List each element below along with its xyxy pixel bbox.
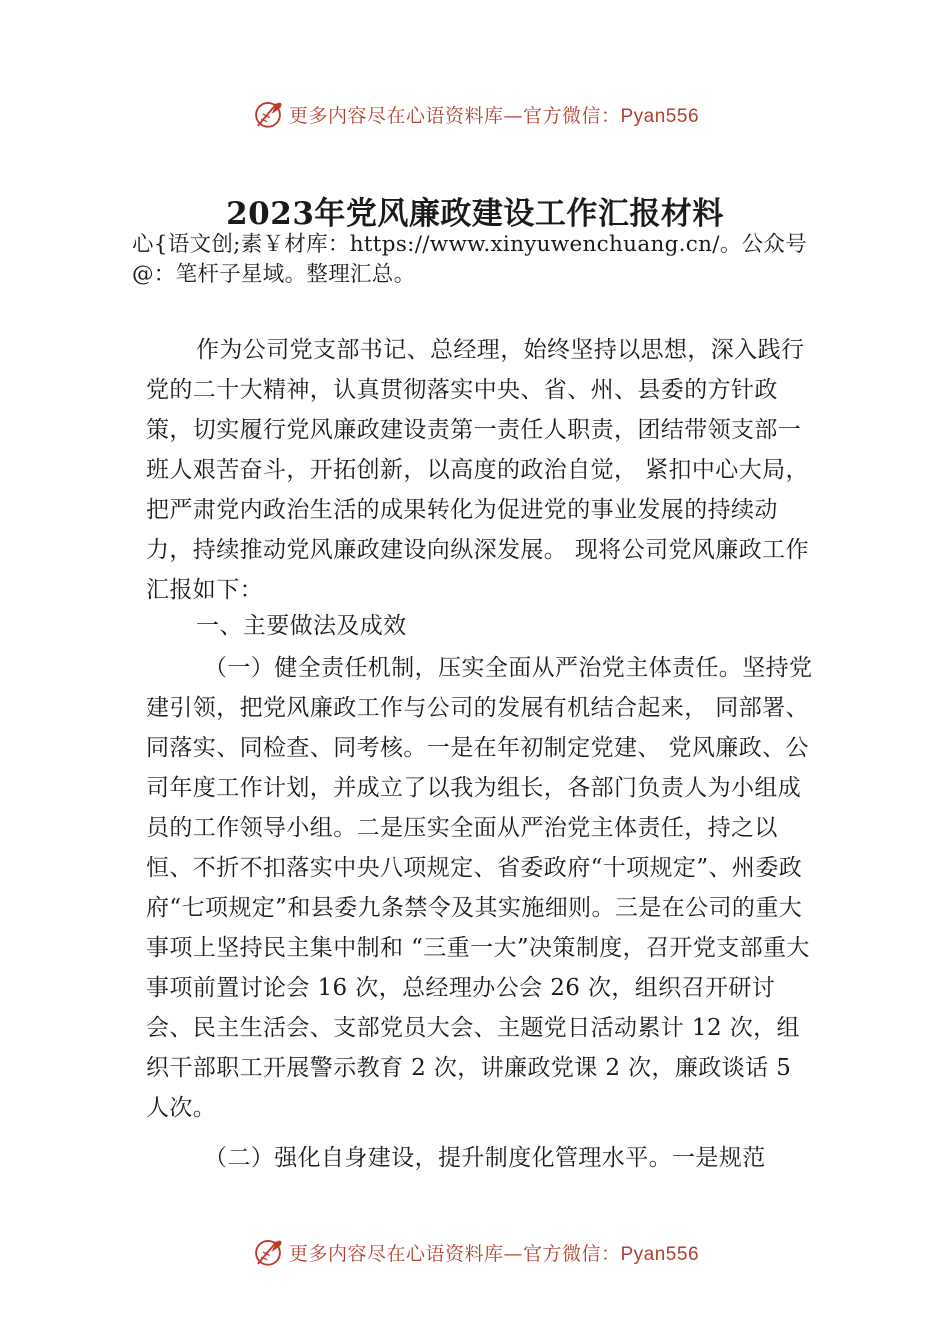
section-heading: 一、主要做法及成效 xyxy=(196,613,407,639)
document-title: 2023年党风廉政建设工作汇报材料 xyxy=(226,196,724,232)
header-watermark xyxy=(0,94,950,134)
watermark-label: 更多内容尽在心语资料库—官方微信： xyxy=(288,1242,621,1265)
paragraph-intro: 作为公司党支部书记、总经理，始终坚持以思想，深入践行党的二十大精神，认真贯彻落实中央、省、州、县委的方针政策，切实履行党风廉政建设责第一责任人职责，团结带领支部一班人艰苦奋斗，开拓创新，以高度的政治自觉， 紧扣中心大局，把严肃党内政治生活的成果转化为促进党的事业发展的持续动力，持续推动党风廉政建设向纵深发展。 现将公司党风廉政工作汇报如下： xyxy=(146,337,809,603)
footer-watermark xyxy=(0,1232,950,1272)
watermark-text xyxy=(289,1239,699,1266)
paragraph-self-building: （二）强化自身建设，提升制度化管理水平。一是规范 xyxy=(204,1145,766,1171)
paragraph-responsibility: （一）健全责任机制，压实全面从严治党主体责任。坚持党建引领，把党风廉政工作与公司的发展有机结合起来， 同部署、同落实、同检查、同考核。一是在年初制定党建、 党风廉政、公司年度工作计划，并成立了以我为组长，各部门负责人为小组成员的工作领导小组。二是压实全面从严治党主体责任，持之以恒、不折不扣落实中央八项规定、省委政府“十项规定”、州委政府“七项规定”和县委九条禁令及其实施细则。三是在公司的重大事项上坚持民主集中制和 “三重一大”决策制度，召开党支部重大事项前置讨论会 16 次，总经理办公会 26 次，组织召开研讨会、民主生活会、支部党员大会、主题党日活动累计 12 次，组织干部职工开展警示教育 2 次，讲廉政党课 2 次，廉政谈话 5 人次。 xyxy=(146,655,813,1121)
watermark-wechat-id: Pyan556 xyxy=(620,105,700,127)
watermark-text xyxy=(289,101,699,128)
quill-logo-icon xyxy=(251,97,285,131)
quill-logo-icon xyxy=(251,1235,285,1269)
watermark-wechat-id: Pyan556 xyxy=(620,1243,700,1265)
watermark-label: 更多内容尽在心语资料库—官方微信： xyxy=(288,104,621,127)
source-note: 心{语文创;素￥材库：https://www.xinyuwenchuang.cn/。公众号@：笔杆子星域。整理汇总。 xyxy=(132,232,808,287)
